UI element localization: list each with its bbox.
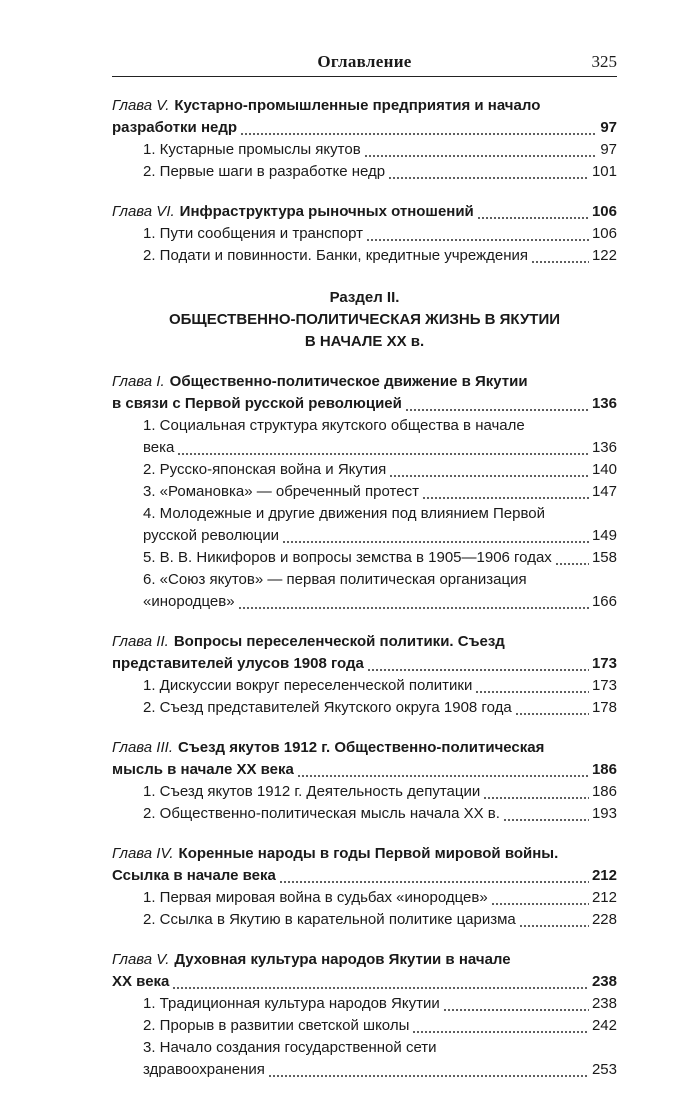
chapter-entry-line bbox=[112, 371, 617, 393]
page-ref: 97 bbox=[600, 141, 617, 158]
toc-item-line bbox=[112, 1015, 617, 1037]
dot-leader bbox=[475, 675, 589, 697]
page-ref: 136 bbox=[591, 439, 617, 456]
dot-leader bbox=[483, 781, 589, 803]
page-ref: 106 bbox=[591, 225, 617, 242]
chapter-entry-text: в связи с Первой русской революцией bbox=[112, 395, 402, 412]
toc-item bbox=[112, 781, 617, 803]
chapter-label: Глава II. bbox=[112, 633, 169, 650]
toc-item-line bbox=[112, 803, 617, 825]
toc-item-line bbox=[112, 525, 617, 547]
toc-item-line bbox=[112, 245, 617, 267]
chapter-label: Глава V. bbox=[112, 951, 170, 968]
toc-item-line bbox=[112, 223, 617, 245]
dot-leader bbox=[555, 547, 589, 569]
section-heading-line: ОБЩЕСТВЕННО-ПОЛИТИЧЕСКАЯ ЖИЗНЬ В ЯКУТИИ bbox=[168, 311, 561, 328]
section-heading-line: В НАЧАЛЕ XX в. bbox=[304, 333, 425, 350]
page-ref: 228 bbox=[591, 911, 617, 928]
toc-item bbox=[112, 803, 617, 825]
toc-item-text: 2. Русско-японская война и Якутия bbox=[143, 461, 387, 478]
chapter-entry bbox=[112, 95, 617, 139]
chapter-entry-line bbox=[112, 95, 617, 117]
dot-leader bbox=[412, 1015, 589, 1037]
toc-item-text: 1. Первая мировая война в судьбах «инородцев» bbox=[143, 889, 488, 906]
dot-leader bbox=[177, 437, 589, 459]
page-ref: 158 bbox=[591, 549, 617, 566]
page-ref: 186 bbox=[591, 761, 617, 778]
chapter-entry bbox=[112, 371, 617, 415]
toc-item-line bbox=[112, 887, 617, 909]
toc-item-line bbox=[112, 1059, 617, 1081]
page-ref: 140 bbox=[591, 461, 617, 478]
chapter-entry-line bbox=[112, 949, 617, 971]
running-title: Оглавление bbox=[317, 52, 412, 71]
chapter-label: Глава I. bbox=[112, 373, 165, 390]
page-ref: 106 bbox=[591, 203, 617, 220]
chapter-group bbox=[112, 737, 617, 825]
chapter-entry-line bbox=[112, 201, 617, 223]
chapter-entry-line bbox=[112, 843, 617, 865]
page-ref: 173 bbox=[591, 655, 617, 672]
toc-item bbox=[112, 415, 617, 459]
toc-item-line bbox=[112, 481, 617, 503]
chapter-entry-text: мысль в начале XX века bbox=[112, 761, 294, 778]
chapter-entry bbox=[112, 949, 617, 993]
toc-item bbox=[112, 675, 617, 697]
toc-item-line bbox=[112, 781, 617, 803]
page-number: 325 bbox=[591, 52, 617, 71]
toc-item bbox=[112, 481, 617, 503]
toc-item-line bbox=[112, 1037, 617, 1059]
toc-item-line bbox=[112, 459, 617, 481]
toc-item bbox=[112, 569, 617, 613]
toc-item-line bbox=[112, 909, 617, 931]
page-ref: 122 bbox=[591, 247, 617, 264]
toc-item-text: 3. Начало создания государственной сети bbox=[143, 1039, 437, 1056]
page-ref: 147 bbox=[591, 483, 617, 500]
toc-item-text: века bbox=[143, 439, 175, 456]
page-ref: 193 bbox=[591, 805, 617, 822]
page-ref: 253 bbox=[591, 1061, 617, 1078]
chapter-label: Глава V. bbox=[112, 97, 170, 114]
toc-item-text: 3. «Романовка» — обреченный протест bbox=[143, 483, 419, 500]
dot-leader bbox=[491, 887, 589, 909]
dot-leader bbox=[240, 117, 597, 139]
toc-item-text: 2. Подати и повинности. Банки, кредитные учреждения bbox=[143, 247, 528, 264]
toc-item-text: 2. Ссылка в Якутию в карательной политике царизма bbox=[143, 911, 516, 928]
dot-leader bbox=[268, 1059, 589, 1081]
chapter-entry-line bbox=[112, 393, 617, 415]
dot-leader bbox=[297, 759, 589, 781]
chapter-entry-line bbox=[112, 865, 617, 887]
toc-item bbox=[112, 909, 617, 931]
dot-leader bbox=[282, 525, 589, 547]
dot-leader bbox=[515, 697, 589, 719]
toc-item-line bbox=[112, 569, 617, 591]
dot-leader bbox=[405, 393, 589, 415]
dot-leader bbox=[364, 139, 598, 161]
chapter-entry-text: Кустарно-промышленные предприятия и начало bbox=[174, 97, 541, 114]
page-ref: 242 bbox=[591, 1017, 617, 1034]
toc-item-text: «инородцев» bbox=[143, 593, 235, 610]
page-ref: 173 bbox=[591, 677, 617, 694]
page-ref: 166 bbox=[591, 593, 617, 610]
toc-item-text: 2. Прорыв в развитии светской школы bbox=[143, 1017, 410, 1034]
chapter-entry bbox=[112, 843, 617, 887]
toc-item bbox=[112, 1015, 617, 1037]
toc-item bbox=[112, 547, 617, 569]
toc-item-text: 1. Социальная структура якутского общества в начале bbox=[143, 417, 525, 434]
chapter-group bbox=[112, 371, 617, 613]
toc-item bbox=[112, 245, 617, 267]
chapter-entry-text: Съезд якутов 1912 г. Общественно-политическая bbox=[177, 739, 545, 756]
section-heading-line: Раздел II. bbox=[329, 289, 400, 306]
section-heading bbox=[112, 287, 617, 353]
dot-leader bbox=[366, 223, 589, 245]
dot-leader bbox=[422, 481, 589, 503]
toc-item bbox=[112, 459, 617, 481]
chapter-group bbox=[112, 843, 617, 931]
toc-item-text: 6. «Союз якутов» — первая политическая организация bbox=[143, 571, 527, 588]
chapter-label: Глава III. bbox=[112, 739, 173, 756]
chapter-group bbox=[112, 201, 617, 267]
dot-leader bbox=[279, 865, 589, 887]
toc-item-text: здравоохранения bbox=[143, 1061, 265, 1078]
toc-item bbox=[112, 1037, 617, 1081]
dot-leader bbox=[519, 909, 589, 931]
toc-item-text: русской революции bbox=[143, 527, 279, 544]
toc-item-line bbox=[112, 993, 617, 1015]
toc-item-text: 1. Кустарные промыслы якутов bbox=[143, 141, 361, 158]
page-ref: 149 bbox=[591, 527, 617, 544]
toc-item bbox=[112, 697, 617, 719]
toc-item-text: 2. Первые шаги в разработке недр bbox=[143, 163, 386, 180]
chapter-entry-line bbox=[112, 631, 617, 653]
dot-leader bbox=[477, 201, 589, 223]
toc-item-text: 5. В. В. Никифоров и вопросы земства в 1905—1906 годах bbox=[143, 549, 552, 566]
dot-leader bbox=[238, 591, 589, 613]
page-ref: 97 bbox=[600, 119, 617, 136]
page-ref: 212 bbox=[591, 889, 617, 906]
page-ref: 238 bbox=[591, 973, 617, 990]
page-ref: 212 bbox=[591, 867, 617, 884]
chapter-entry-line bbox=[112, 737, 617, 759]
chapter-entry-text: Духовная культура народов Якутии в начале bbox=[174, 951, 511, 968]
dot-leader bbox=[172, 971, 589, 993]
running-header bbox=[112, 50, 617, 77]
toc-item-line bbox=[112, 139, 617, 161]
dot-leader bbox=[443, 993, 589, 1015]
chapter-entry-line bbox=[112, 971, 617, 993]
dot-leader bbox=[367, 653, 589, 675]
chapter-group bbox=[112, 949, 617, 1081]
chapter-entry-text: Общественно-политическое движение в Якутии bbox=[169, 373, 528, 390]
dot-leader bbox=[388, 161, 589, 183]
chapter-label: Глава VI. bbox=[112, 203, 175, 220]
toc-item-text: 1. Пути сообщения и транспорт bbox=[143, 225, 364, 242]
chapter-entry-line bbox=[112, 759, 617, 781]
toc-item-line bbox=[112, 161, 617, 183]
chapter-entry-line bbox=[112, 653, 617, 675]
chapter-entry-line bbox=[112, 117, 617, 139]
toc-item-line bbox=[112, 697, 617, 719]
toc-item bbox=[112, 223, 617, 245]
toc-item-text: 1. Съезд якутов 1912 г. Деятельность депутации bbox=[143, 783, 481, 800]
chapter-entry bbox=[112, 201, 617, 223]
toc-item-line bbox=[112, 437, 617, 459]
dot-leader bbox=[389, 459, 589, 481]
toc-item-text: 2. Общественно-политическая мысль начала XX в. bbox=[143, 805, 500, 822]
page-ref: 101 bbox=[591, 163, 617, 180]
page-ref: 136 bbox=[591, 395, 617, 412]
chapter-entry-text: разработки недр bbox=[112, 119, 238, 136]
page-ref: 238 bbox=[591, 995, 617, 1012]
toc-item-line bbox=[112, 675, 617, 697]
chapter-entry-text: представителей улусов 1908 года bbox=[112, 655, 364, 672]
chapter-group bbox=[112, 95, 617, 183]
chapter-entry-text: Инфраструктура рыночных отношений bbox=[179, 203, 474, 220]
chapter-entry-text: Вопросы переселенческой политики. Съезд bbox=[173, 633, 505, 650]
toc-item-text: 2. Съезд представителей Якутского округа 1908 года bbox=[143, 699, 512, 716]
toc-item bbox=[112, 139, 617, 161]
chapter-entry bbox=[112, 737, 617, 781]
toc-item bbox=[112, 161, 617, 183]
toc-item-line bbox=[112, 591, 617, 613]
toc-item-line bbox=[112, 503, 617, 525]
toc-item-text: 4. Молодежные и другие движения под влиянием Первой bbox=[143, 505, 545, 522]
dot-leader bbox=[531, 245, 589, 267]
toc-item-line bbox=[112, 415, 617, 437]
toc-item bbox=[112, 993, 617, 1015]
page-ref: 178 bbox=[591, 699, 617, 716]
chapter-entry-text: Ссылка в начале века bbox=[112, 867, 276, 884]
chapter-label: Глава IV. bbox=[112, 845, 174, 862]
page-ref: 186 bbox=[591, 783, 617, 800]
chapter-entry-text: XX века bbox=[112, 973, 170, 990]
dot-leader bbox=[503, 803, 589, 825]
chapter-entry bbox=[112, 631, 617, 675]
toc-item bbox=[112, 887, 617, 909]
toc-item-text: 1. Дискуссии вокруг переселенческой политики bbox=[143, 677, 473, 694]
toc-item bbox=[112, 503, 617, 547]
toc-item-line bbox=[112, 547, 617, 569]
chapter-group bbox=[112, 631, 617, 719]
table-of-contents bbox=[112, 95, 617, 1081]
chapter-entry-text: Коренные народы в годы Первой мировой войны. bbox=[178, 845, 559, 862]
toc-item-text: 1. Традиционная культура народов Якутии bbox=[143, 995, 440, 1012]
